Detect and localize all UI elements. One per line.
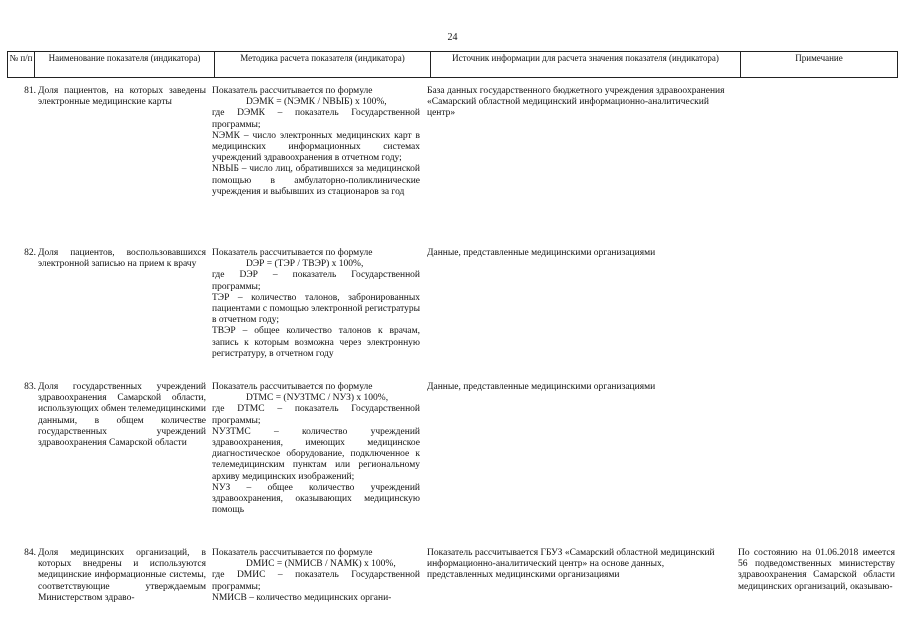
method-definition: где DЭМК – показатель Государственной программы; [212,108,420,130]
indicator-name: Доля государственных учреждений здравоохранения Самарской области, использующих обмен телемедицинскими данными, в общем количестве государственных учреждений здравоохранения Самарской области [38,382,206,449]
method-definition: где DМИС – показатель Государственной программы; [212,570,420,592]
row-number: 84. [24,548,36,558]
method-formula: DЭР = (TЭР / TВЭР) x 100%, [246,259,364,270]
method-definition: TЭР – количество талонов, забронированных пациентами с помощью электронной регистратуры в отчетном году; [212,292,420,326]
information-source: Показатель рассчитывается ГБУЗ «Самарский областной медицинский информационно-аналитический центр» на основе данных, представленных медицинскими организациями [427,548,715,581]
note: По состоянию на 01.06.2018 имеется 56 подведомственных министерству здравоохранения Самарской области медицинских организаций, оказываю- [738,548,895,592]
information-source: Данные, представленные медицинскими организациями [427,248,656,258]
header-note: Примечание [795,53,843,63]
method-formula: DТМС = (NУЗТМС / NУЗ) x 100%, [246,393,389,404]
indicator-name: Доля пациентов, на которых заведены электронные медицинские карты [38,86,206,108]
header-num: № п/п [8,52,35,77]
method-definition: NЭМК – число электронных медицинских карт в медицинских информационных системах учреждений здравоохранения в отчетном году; [212,130,420,164]
method-intro: Показатель рассчитывается по формуле [212,86,373,96]
information-source: Данные, представленные медицинскими организациями [427,382,656,392]
calculation-method [212,382,420,516]
method-definition: NУЗ – общее количество учреждений здравоохранения, оказывающих медицинскую помощь [212,482,420,516]
page-number: 24 [447,32,458,43]
method-definition: NМИСВ – количество медицинских органи- [212,592,392,603]
information-source: База данных государственного бюджетного учреждения здравоохранения «Самарский областной медицинский информационно-аналитический центр» [427,86,725,119]
header-method: Методика расчета показателя (индикатора) [215,52,431,77]
method-intro: Показатель рассчитывается по формуле [212,382,373,392]
header-name: Наименование показателя (индикатора) [35,52,215,77]
indicator-name: Доля медицинских организаций, в которых внедрены и используются медицинские информационные системы, соответствующие утверждаемым Министерством здраво- [38,548,206,603]
header-source: Источник информации для расчета значения показателя (индикатора) [431,52,741,77]
method-formula: DЭМК = (NЭМК / NВЫБ) x 100%, [246,97,387,108]
method-definition: где DТМС – показатель Государственной программы; [212,404,420,426]
method-definition: TВЭР – общее количество талонов к врачам, запись к которым возможна через электронную регистратуру, в отчетном году [212,326,420,359]
calculation-method [212,548,420,604]
method-intro: Показатель рассчитывается по формуле [212,548,373,558]
method-definition: NУЗТМС – количество учреждений здравоохранения, имеющих медицинское диагностическое оборудование, подключенное к телемедицинским пунктам или региональному архиву медицинских изображений; [212,426,420,482]
method-intro: Показатель рассчитывается по формуле [212,248,373,258]
row-number: 83. [24,382,36,392]
indicator-name: Доля пациентов, воспользовавшихся электронной записью на прием к врачу [38,248,206,270]
calculation-method [212,248,420,360]
row-number: 82. [24,248,36,258]
method-definition: где DЭР – показатель Государственной программы; [212,270,420,292]
calculation-method [212,86,420,198]
method-definition: NВЫБ – число лиц, обратившихся за медицинской помощью в амбулаторно-поликлинические учреждения и выбывших из стационаров за год [212,164,420,197]
method-formula: DМИС = (NМИСВ / NАМК) x 100%, [246,559,396,570]
row-number: 81. [24,86,36,96]
table-header [7,51,898,78]
